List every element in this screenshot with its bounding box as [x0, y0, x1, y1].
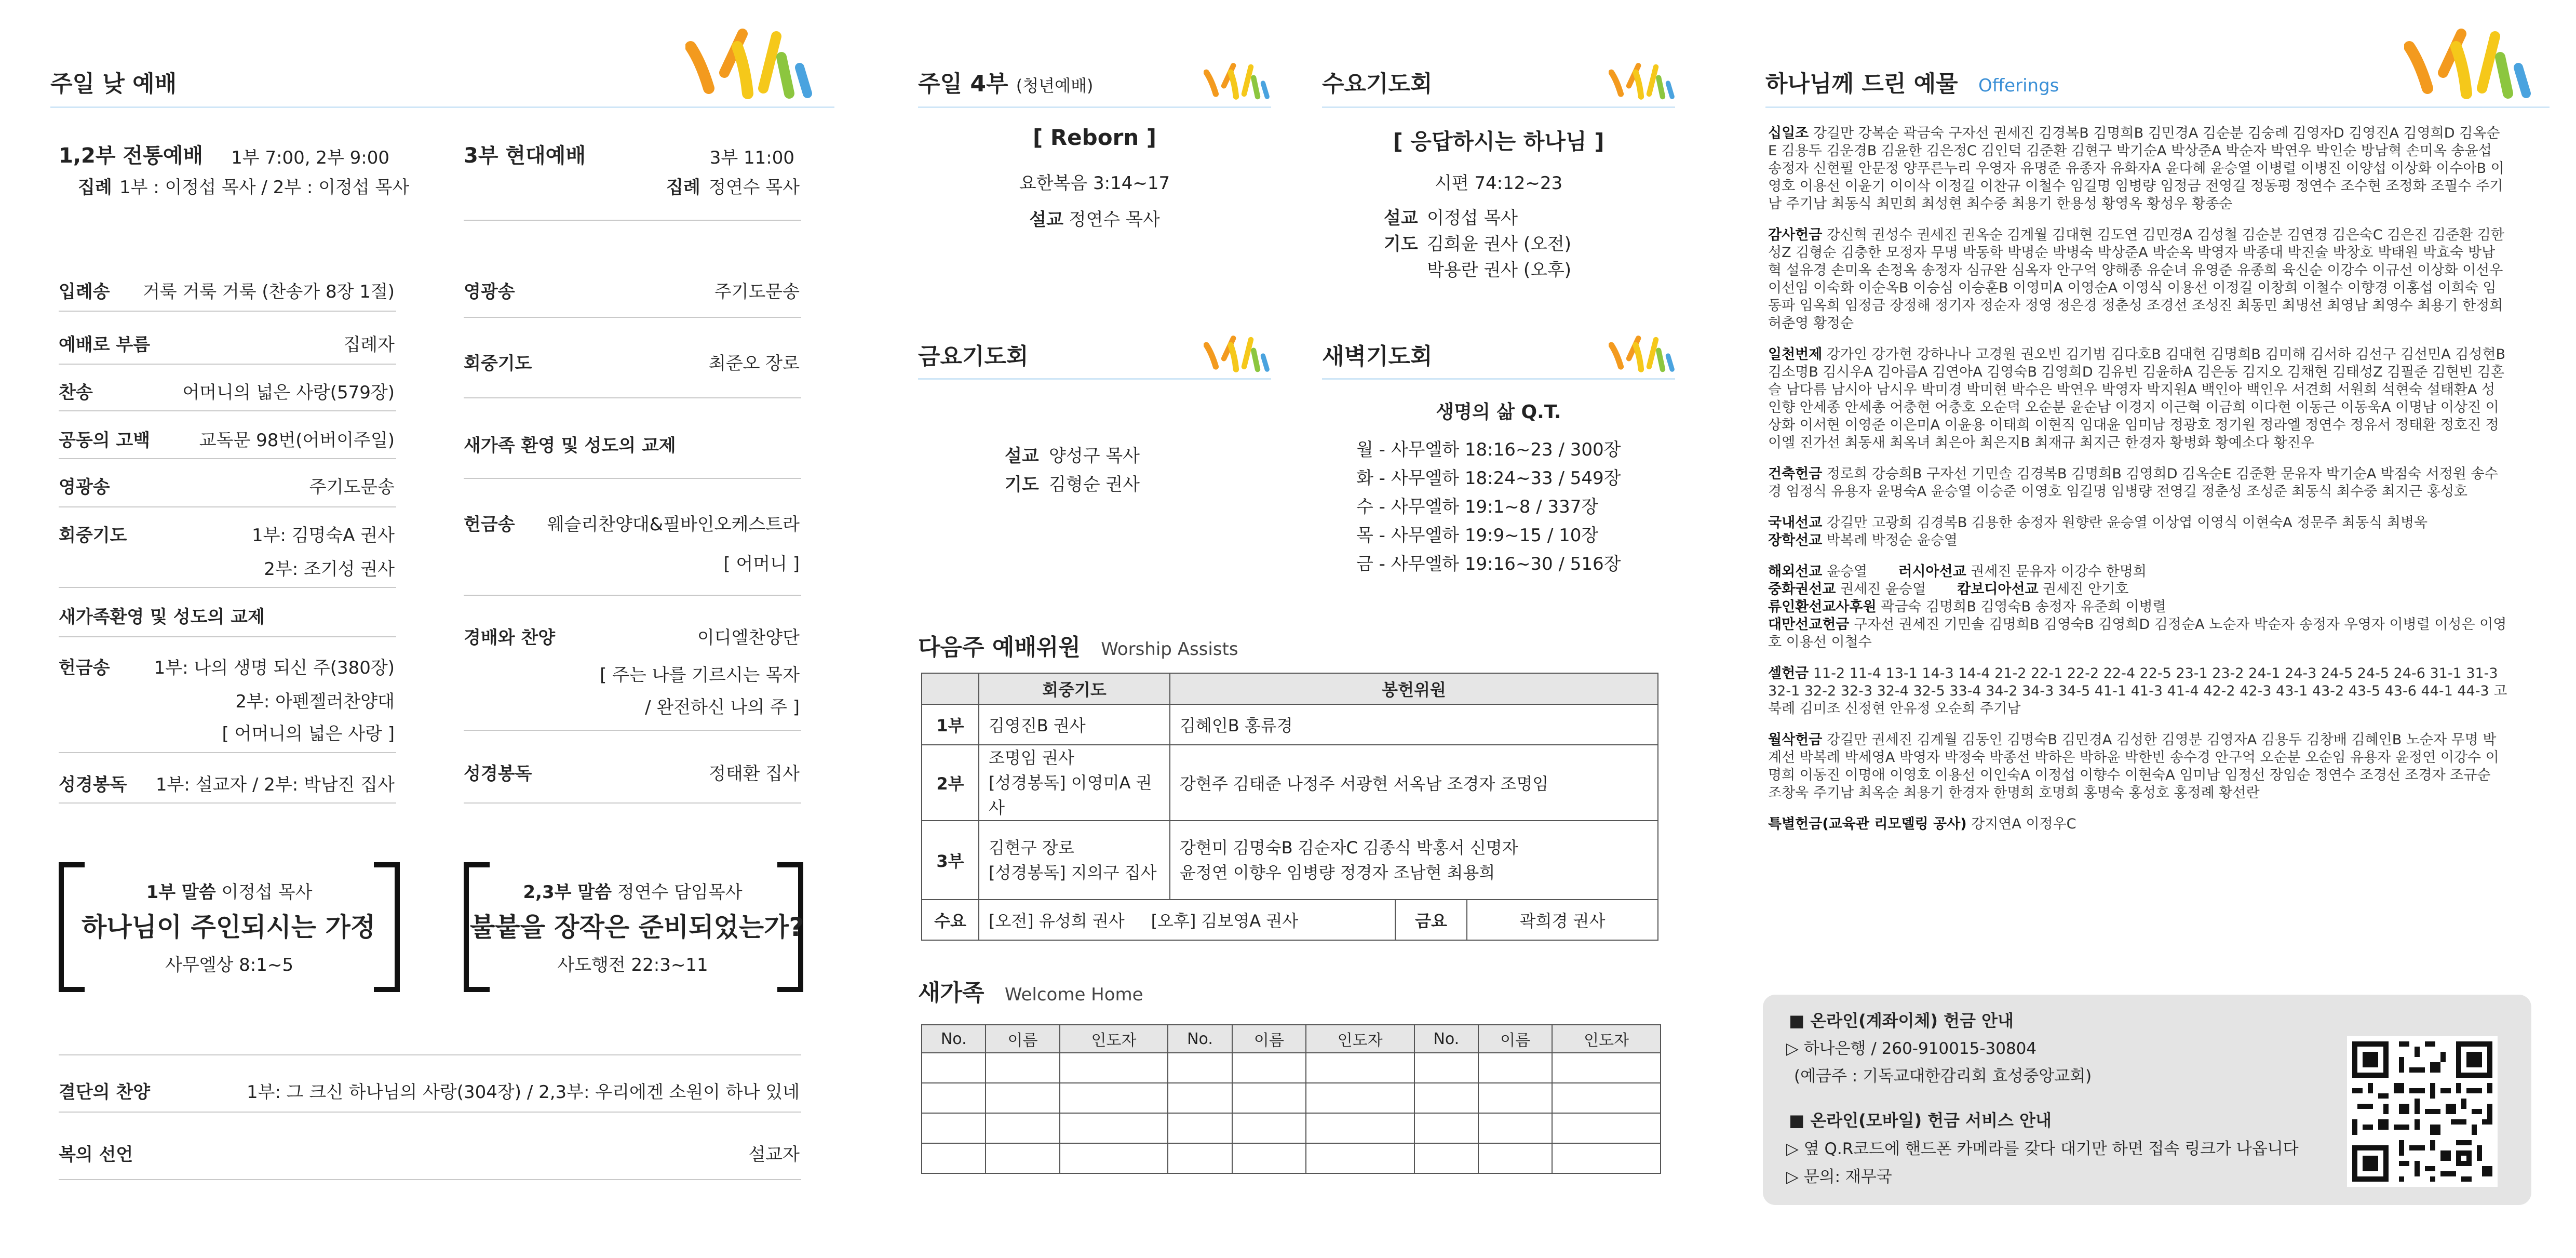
order3-value-gloria: 주기도문송: [714, 282, 800, 302]
offering-thanks: [1768, 226, 2508, 332]
dawn-line-fri: 금 - 사무엘하 19:16~30 / 516장: [1356, 554, 1621, 574]
offering-names: 강가인 강가현 강하나나 고경원 권오빈 김기범 김다호B 김대현 김명희B 김미해 김서하 김선구 김선민A 김성현B 김소명B 김시우A 김아름A 김연아A 김영숙B 김영희D 김유빈 김윤하A 김은동 김지오 김채현 김태성Z 김필준 김현빈 김혼슬 남다름 남시아 남시우 박미경 박미현 박수은 박연우 박영자 박지원A 백인아 백인우 서견희 서원희 석현숙 설태환A 성인향 안세종 안세총 어충현 어충호 오순덕 오순분 윤순남 이경지 이근혁 이금희 이다현 이동근 이동욱A 이명남 이상진 이상화 이서현 이영준 이은미A 이윤용 이태희 이현직 임대윤 임미남 정광호 정기원 정라엘 정연수 정유서 정태환 정호진 정이엘 진가선 최동새 최옥녀 최은아 최은지B 최재규 최지근 한경자 황병화 황예소다 황진우: [1768, 346, 2506, 451]
order3-value-offering2: [ 어머니 ]: [723, 554, 800, 574]
offering-names: 강지연A 이정우C: [1971, 816, 2076, 832]
dawn-line-mon: 월 - 사무엘하 18:16~23 / 300장: [1356, 439, 1621, 460]
online-head-mobile: ■ 온라인(모바일) 헌금 서비스 안내: [1789, 1110, 2052, 1130]
service12-leader-label: 집례: [78, 177, 112, 198]
order3-value-scripture: 정태환 집사: [708, 764, 800, 784]
assist-fri-value: 곽희경 권사: [1467, 900, 1658, 940]
offering-building: [1768, 465, 2508, 501]
newfam-en: Welcome Home: [1004, 984, 1143, 1005]
offering-names: 권세진 윤승열: [1840, 581, 1926, 597]
order3-value-praise1: 이디엘찬양단: [697, 627, 800, 648]
wed-title: 수요기도회: [1322, 71, 1433, 97]
offering-label: 장학선교: [1768, 532, 1823, 548]
order-label-offering: 헌금송: [59, 658, 110, 678]
newfam-header: No.: [1168, 1025, 1232, 1053]
assist-wed-label: 수요: [922, 900, 979, 940]
service3-time: 3부 11:00: [709, 148, 794, 168]
offerings-title: 하나님께 드린 예물: [1765, 71, 1958, 97]
offering-label: 중화권선교: [1768, 581, 1836, 597]
offerings-list: [1768, 125, 2508, 847]
offering-names: 윤승열: [1826, 564, 1868, 580]
newfam-header: No.: [922, 1025, 986, 1053]
assist-wed-am: [오전] 유성희 권사: [989, 911, 1125, 931]
sermon1-verse: 사무엘상 8:1~5: [165, 955, 294, 975]
offering-names: 정로희 강승희B 구자선 기민솔 김경복B 김명희B 김영희D 김옥순E 김준환 문유자 박기순A 박점숙 서정원 송수경 엄정식 유용자 윤명숙A 윤승열 이승준 이영호 임길명 임병량 전영길 정춘성 조성준 최동식 최수중 최지근 홍성호: [1768, 466, 2498, 500]
offering-label: 대만선교헌금: [1768, 617, 1850, 633]
offering-names: 권세진 문유자 이강수 한명희: [1971, 564, 2147, 580]
table-row: [922, 1053, 1661, 1083]
newfam-header: 이름: [1232, 1025, 1306, 1053]
wed-prayer2: 박용란 권사 (오후): [1427, 260, 1572, 280]
service3-leader-label: 집례: [666, 177, 700, 198]
order-value-call: 집례자: [343, 334, 395, 355]
order-label-confession: 공동의 고백: [59, 430, 151, 451]
fri-title: 금요기도회: [918, 343, 1029, 370]
church-logo-icon: [2404, 26, 2534, 104]
assist-reader: [성경봉독] 이영미A 권사: [989, 773, 1152, 818]
fri-sermon: 양성구 목사: [1049, 446, 1140, 466]
assist-prayer: 조명임 권사: [989, 748, 1074, 768]
order-label-prayer: 회중기도: [59, 525, 127, 546]
wed-prayer1: 김희윤 권사 (오전): [1427, 234, 1572, 255]
benediction-label: 복의 선언: [59, 1144, 133, 1165]
offering-tithe: [1768, 125, 2508, 213]
table-row: [922, 1083, 1661, 1113]
sermon23-head: 2,3부 말씀: [523, 882, 612, 903]
offering-label: 월삭헌금: [1768, 732, 1823, 748]
offering-names: 강길만 강복순 곽금숙 구자선 권세진 김경복B 김명희B 김민경A 김순분 김숭례 김영자D 김영진A 김영희D 김옥순E 김용두 김운경B 김윤한 김은정C 김인덕 김준환 김현구 박기순A 박상준A 박순자 박연우 박인순 방남혁 손미옥 송윤섭 송정자 신현필 안문정 양푸른누리 우영자 유명준 유종자 유화자A 윤다혜 윤승열 이병렬 이병진 이양섭 이상화 이수아B 이영호 이용선 이윤기 이이삭 이정길 이찬규 이철수 임길명 임병량 임정금 전영길 정동평 정연수 조수현 조정화 조필수 주기남 주기남 최동식 최민희 최성현 최수중 최용기 한용성 황영옥 황성우 황종순: [1768, 125, 2504, 212]
offering-special: [1768, 815, 2508, 833]
table-row: [922, 900, 1658, 940]
offering-missions: [1768, 563, 2508, 651]
assist-header-prayer: 회중기도: [979, 673, 1170, 704]
offering-label: 일천번제: [1768, 346, 1823, 363]
order-value-entrance: 거룩 거룩 거룩 (찬송가 8장 1절): [142, 282, 395, 302]
offering-names: 박복례 박정순 윤승열: [1826, 532, 1958, 548]
church-logo-icon: [1609, 332, 1676, 377]
offering-label: 감사헌금: [1768, 227, 1823, 243]
online-contact: ▷ 문의: 재무국: [1786, 1168, 1892, 1186]
sermon1-speaker: 이정섭 목사: [221, 882, 313, 903]
service3-title: 3부 현대예배: [464, 144, 586, 168]
assist-wed-pm: [오후] 김보영A 권사: [1151, 911, 1299, 931]
qr-code-icon[interactable]: [2347, 1036, 2498, 1187]
sun4-verse: 요한복음 3:14~17: [1019, 173, 1170, 194]
church-logo-icon: [1204, 332, 1271, 377]
online-head-bank: ■ 온라인(계좌이체) 헌금 안내: [1789, 1011, 2014, 1031]
order-value-hymn: 어머니의 넓은 사랑(579장): [182, 382, 395, 403]
order3-label-praise: 경배와 찬양: [464, 627, 556, 648]
order-value-gloria: 주기도문송: [309, 477, 395, 498]
dawn-line-wed: 수 - 사무엘하 19:1~8 / 337장: [1356, 497, 1599, 517]
table-row: [922, 745, 1658, 821]
offering-names: 강길만 고광희 김경복B 김용한 송정자 원향란 윤승열 이상엽 이영식 이현숙A 정문주 최동식 최병욱: [1826, 515, 2428, 531]
sun4-title: 주일 4부: [918, 71, 1008, 97]
assist-en: Worship Assists: [1101, 639, 1238, 660]
online-holder: (예금주 : 기독교대한감리회 효성중앙교회): [1794, 1067, 2092, 1086]
dawn-title: 새벽기도회: [1322, 343, 1433, 370]
order-value-offering2: 2부: 아펜젤러찬양대: [235, 691, 395, 712]
order-label-hymn: 찬송: [59, 382, 93, 403]
offering-cell: [1768, 665, 2508, 718]
newfam-header: 인도자: [1060, 1025, 1168, 1053]
sermon1-title: 하나님이 주인되시는 가정: [81, 912, 376, 942]
church-logo-icon: [685, 26, 815, 104]
dawn-line-tue: 화 - 사무엘하 18:24~33 / 549장: [1356, 468, 1621, 489]
offering-label: 건축헌금: [1768, 466, 1823, 482]
wed-theme: [ 응답하시는 하나님 ]: [1393, 129, 1604, 154]
order-value-offering1: 1부: 나의 생명 되신 주(380장): [154, 658, 395, 678]
offering-thousand: [1768, 346, 2508, 452]
assist-title: 다음주 예배위원: [918, 634, 1081, 661]
order-label-gloria: 영광송: [59, 477, 110, 498]
sun4-sermon: 정연수 목사: [1069, 209, 1160, 230]
sun4-theme: [ Reborn ]: [1033, 125, 1156, 150]
offering-names: 구자선 권세진 기민솔 김명희B 김영숙B 김영희D 김정순A 노순자 박순자 송정자 우영자 이병렬 이성은 이영호 이용선 이철수: [1768, 617, 2507, 650]
sermon1-head: 1부 말씀: [146, 882, 216, 903]
sermon23-title: 불붙을 장작은 준비되었는가?: [470, 912, 804, 942]
assist-key: 3부: [922, 821, 979, 900]
order3-value-offering1: 웨슬리찬양대&필바인오케스트라: [547, 514, 800, 535]
online-qr-text: ▷ 옆 Q.R코드에 핸드폰 카메라를 갖다 대기만 하면 접속 링크가 나옵니다: [1786, 1140, 2299, 1158]
wed-sermon: 이정섭 목사: [1427, 208, 1518, 229]
wed-prayer-label: 기도: [1384, 234, 1418, 255]
order3-label-scripture: 성경봉독: [464, 764, 532, 784]
service3-leader: 정연수 목사: [708, 177, 800, 198]
assist-prayer: 김영진B 권사: [979, 704, 1170, 745]
assist-reader: [성경봉독] 지의구 집사: [989, 863, 1157, 882]
newfam-title: 새가족: [918, 980, 984, 1006]
offering-label: 캄보디아선교: [1957, 581, 2039, 597]
assist-offering-2: 윤정연 이향우 임병량 정경자 조남현 최용희: [1180, 863, 1495, 882]
order3-label-offering: 헌금송: [464, 514, 515, 535]
offering-monthly: [1768, 731, 2508, 802]
newfam-table: [921, 1024, 1661, 1174]
dawn-line-thu: 목 - 사무엘하 19:9~15 / 10장: [1356, 525, 1599, 546]
newfam-header: No.: [1414, 1025, 1478, 1053]
church-logo-icon: [1609, 60, 1676, 104]
offering-names: 강신혁 권성수 권세진 권옥순 김계월 김대현 김도연 김민경A 김성철 김순분 김연경 김은숙C 김은진 김준환 김한성Z 김형순 김충한 모정자 무명 박동학 박명순 박병숙 박상준A 박순옥 박영자 박종대 박진술 박창호 박태원 박효숙 방남혁 설유경 손미옥 손정옥 송정자 심규완 심옥자 안구억 양해종 유순녀 유영준 유종희 육신순 이강수 이규선 이상화 이선우 이선임 이숙화 이순옥B 이승심 이승훈B 이영미A 이영순A 이영식 이용선 이정길 이창희 이철수 이향경 이홍섭 이희숙 임동파 임옥희 임정금 장정해 정기자 정순자 정영 정은경 정춘성 조경선 조성진 최동민 최명선 최영남 최영수 최용기 한정희 허춘영 황정순: [1768, 227, 2505, 331]
assist-offering: 김혜인B 홍류경: [1170, 704, 1658, 745]
wed-sermon-label: 설교: [1384, 208, 1418, 229]
church-logo-icon: [1204, 60, 1271, 104]
newfam-header: 이름: [986, 1025, 1059, 1053]
order3-value-praise3: / 완전하신 나의 주 ]: [645, 697, 800, 718]
online-bank-account: ▷ 하나은행 / 260-910015-30804: [1786, 1039, 2037, 1058]
fri-prayer-label: 기도: [1005, 474, 1039, 495]
assist-key: 2부: [922, 745, 979, 821]
page-title-sunday: 주일 낮 예배: [50, 71, 177, 97]
closing-hymn-value: 1부: 그 크신 하나님의 사랑(304장) / 2,3부: 우리에겐 소원이 하나 있네: [247, 1082, 800, 1103]
table-row: [922, 821, 1658, 900]
order3-value-prayer: 최준오 장로: [708, 353, 800, 374]
wed-verse: 시편 74:12~23: [1434, 173, 1563, 194]
table-row: [922, 704, 1658, 745]
order-label-welcome: 새가족환영 및 성도의 교제: [59, 607, 265, 627]
sun4-sub: (청년예배): [1016, 76, 1094, 96]
assist-offering: 강현미 김명숙B 김순자C 김종식 박홍서 신명자: [1180, 838, 1518, 858]
assist-table: [921, 673, 1658, 941]
offering-names: 11-2 11-4 13-1 14-3 14-4 21-2 22-1 22-2 22-4 22-5 23-1 23-2 24-1 24-3 24-5 24-5 24-6 31-1 31-3 32-1 32-2 32-3 32-4 32-5 33-4 34-2 34-3 34-5 41-1 41-3 41-4 42-2 42-3 43-1 43-2 43-5 43-6 44-1 44-3 고북례 김미조 신정현 안유정 오순희 주기남: [1768, 665, 2507, 717]
offering-names: 곽금숙 김명희B 김영숙B 송정자 유준희 이병렬: [1881, 599, 2166, 615]
order-value-prayer1: 1부: 김명숙A 권사: [251, 525, 395, 546]
order3-label-gloria: 영광송: [464, 282, 515, 302]
dawn-subtitle: 생명의 삶 Q.T.: [1436, 402, 1561, 423]
service12-title: 1,2부 전통예배: [59, 144, 203, 168]
order-label-entrance: 입례송: [59, 282, 110, 302]
table-row: [922, 1113, 1661, 1143]
offering-domestic: [1768, 514, 2508, 550]
offering-label: 류인환선교사후원: [1768, 599, 1877, 615]
service12-time: 1부 7:00, 2부 9:00: [231, 148, 389, 168]
newfam-header: 인도자: [1306, 1025, 1414, 1053]
offering-label: 국내선교: [1768, 515, 1823, 531]
order-value-scripture: 1부: 설교자 / 2부: 박남진 집사: [155, 774, 395, 795]
offering-label: 특별헌금(교육관 리모델링 공사): [1768, 816, 1967, 832]
offering-label: 셀헌금: [1768, 665, 1809, 681]
newfam-header: 이름: [1478, 1025, 1552, 1053]
order-value-prayer2: 2부: 조기성 권사: [264, 559, 395, 580]
order-label-call: 예배로 부름: [59, 334, 151, 355]
assist-key: 1부: [922, 704, 979, 745]
order3-label-prayer: 회중기도: [464, 353, 532, 374]
table-row: [922, 1143, 1661, 1173]
order-label-scripture: 성경봉독: [59, 774, 127, 795]
fri-prayer: 김형순 권사: [1049, 474, 1140, 495]
benediction-value: 설교자: [748, 1144, 800, 1165]
order3-label-welcome: 새가족 환영 및 성도의 교제: [464, 435, 676, 456]
assist-fri-label: 금요: [1395, 900, 1467, 940]
offerings-en: Offerings: [1978, 75, 2059, 96]
service12-leader: 1부 : 이정섭 목사 / 2부 : 이정섭 목사: [119, 177, 410, 198]
sermon23-speaker: 정연수 담임목사: [617, 882, 743, 903]
assist-prayer: 김현구 장로: [989, 838, 1074, 858]
closing-hymn-label: 결단의 찬양: [59, 1082, 151, 1103]
order-value-offering3: [ 어머니의 넓은 사랑 ]: [222, 724, 395, 744]
offering-label: 십일조: [1768, 125, 1809, 141]
assist-offering: 강현주 김태준 나정주 서광현 서옥남 조경자 조명임: [1170, 745, 1658, 821]
fri-sermon-label: 설교: [1005, 446, 1039, 466]
assist-header-offering: 봉헌위원: [1170, 673, 1658, 704]
newfam-header: 인도자: [1552, 1025, 1661, 1053]
offering-names: 강길만 권세진 김계월 김동인 김명숙B 김민경A 김성한 김영분 김영자A 김용두 김창배 김혜인B 노순자 무명 박계선 박복례 박세영A 박영자 박정숙 박종선 박하은 박하윤 박한빈 송수경 안구억 오순분 오순임 유용자 윤정연 이강수 이명희 이동진 이명애 이영호 이용선 이인숙A 이정섭 이향수 이현숙A 임미남 임정선 장임순 정연수 조경선 조경자 조규순 조창욱 주기남 최옥순 최용기 한경자 한명희 호명희 홍명숙 홍성호 홍정례 황선란: [1768, 732, 2499, 801]
sun4-sermon-label: 설교: [1029, 209, 1063, 230]
order-value-confession: 교독문 98번(어버이주일): [199, 430, 395, 451]
offering-label: 러시아선교: [1898, 564, 1966, 580]
order3-value-praise2: [ 주는 나를 기르시는 목자: [600, 665, 800, 686]
offering-names: 권세진 안기호: [2043, 581, 2129, 597]
offering-label: 해외선교: [1768, 564, 1823, 580]
sermon23-verse: 사도행전 22:3~11: [557, 955, 708, 975]
